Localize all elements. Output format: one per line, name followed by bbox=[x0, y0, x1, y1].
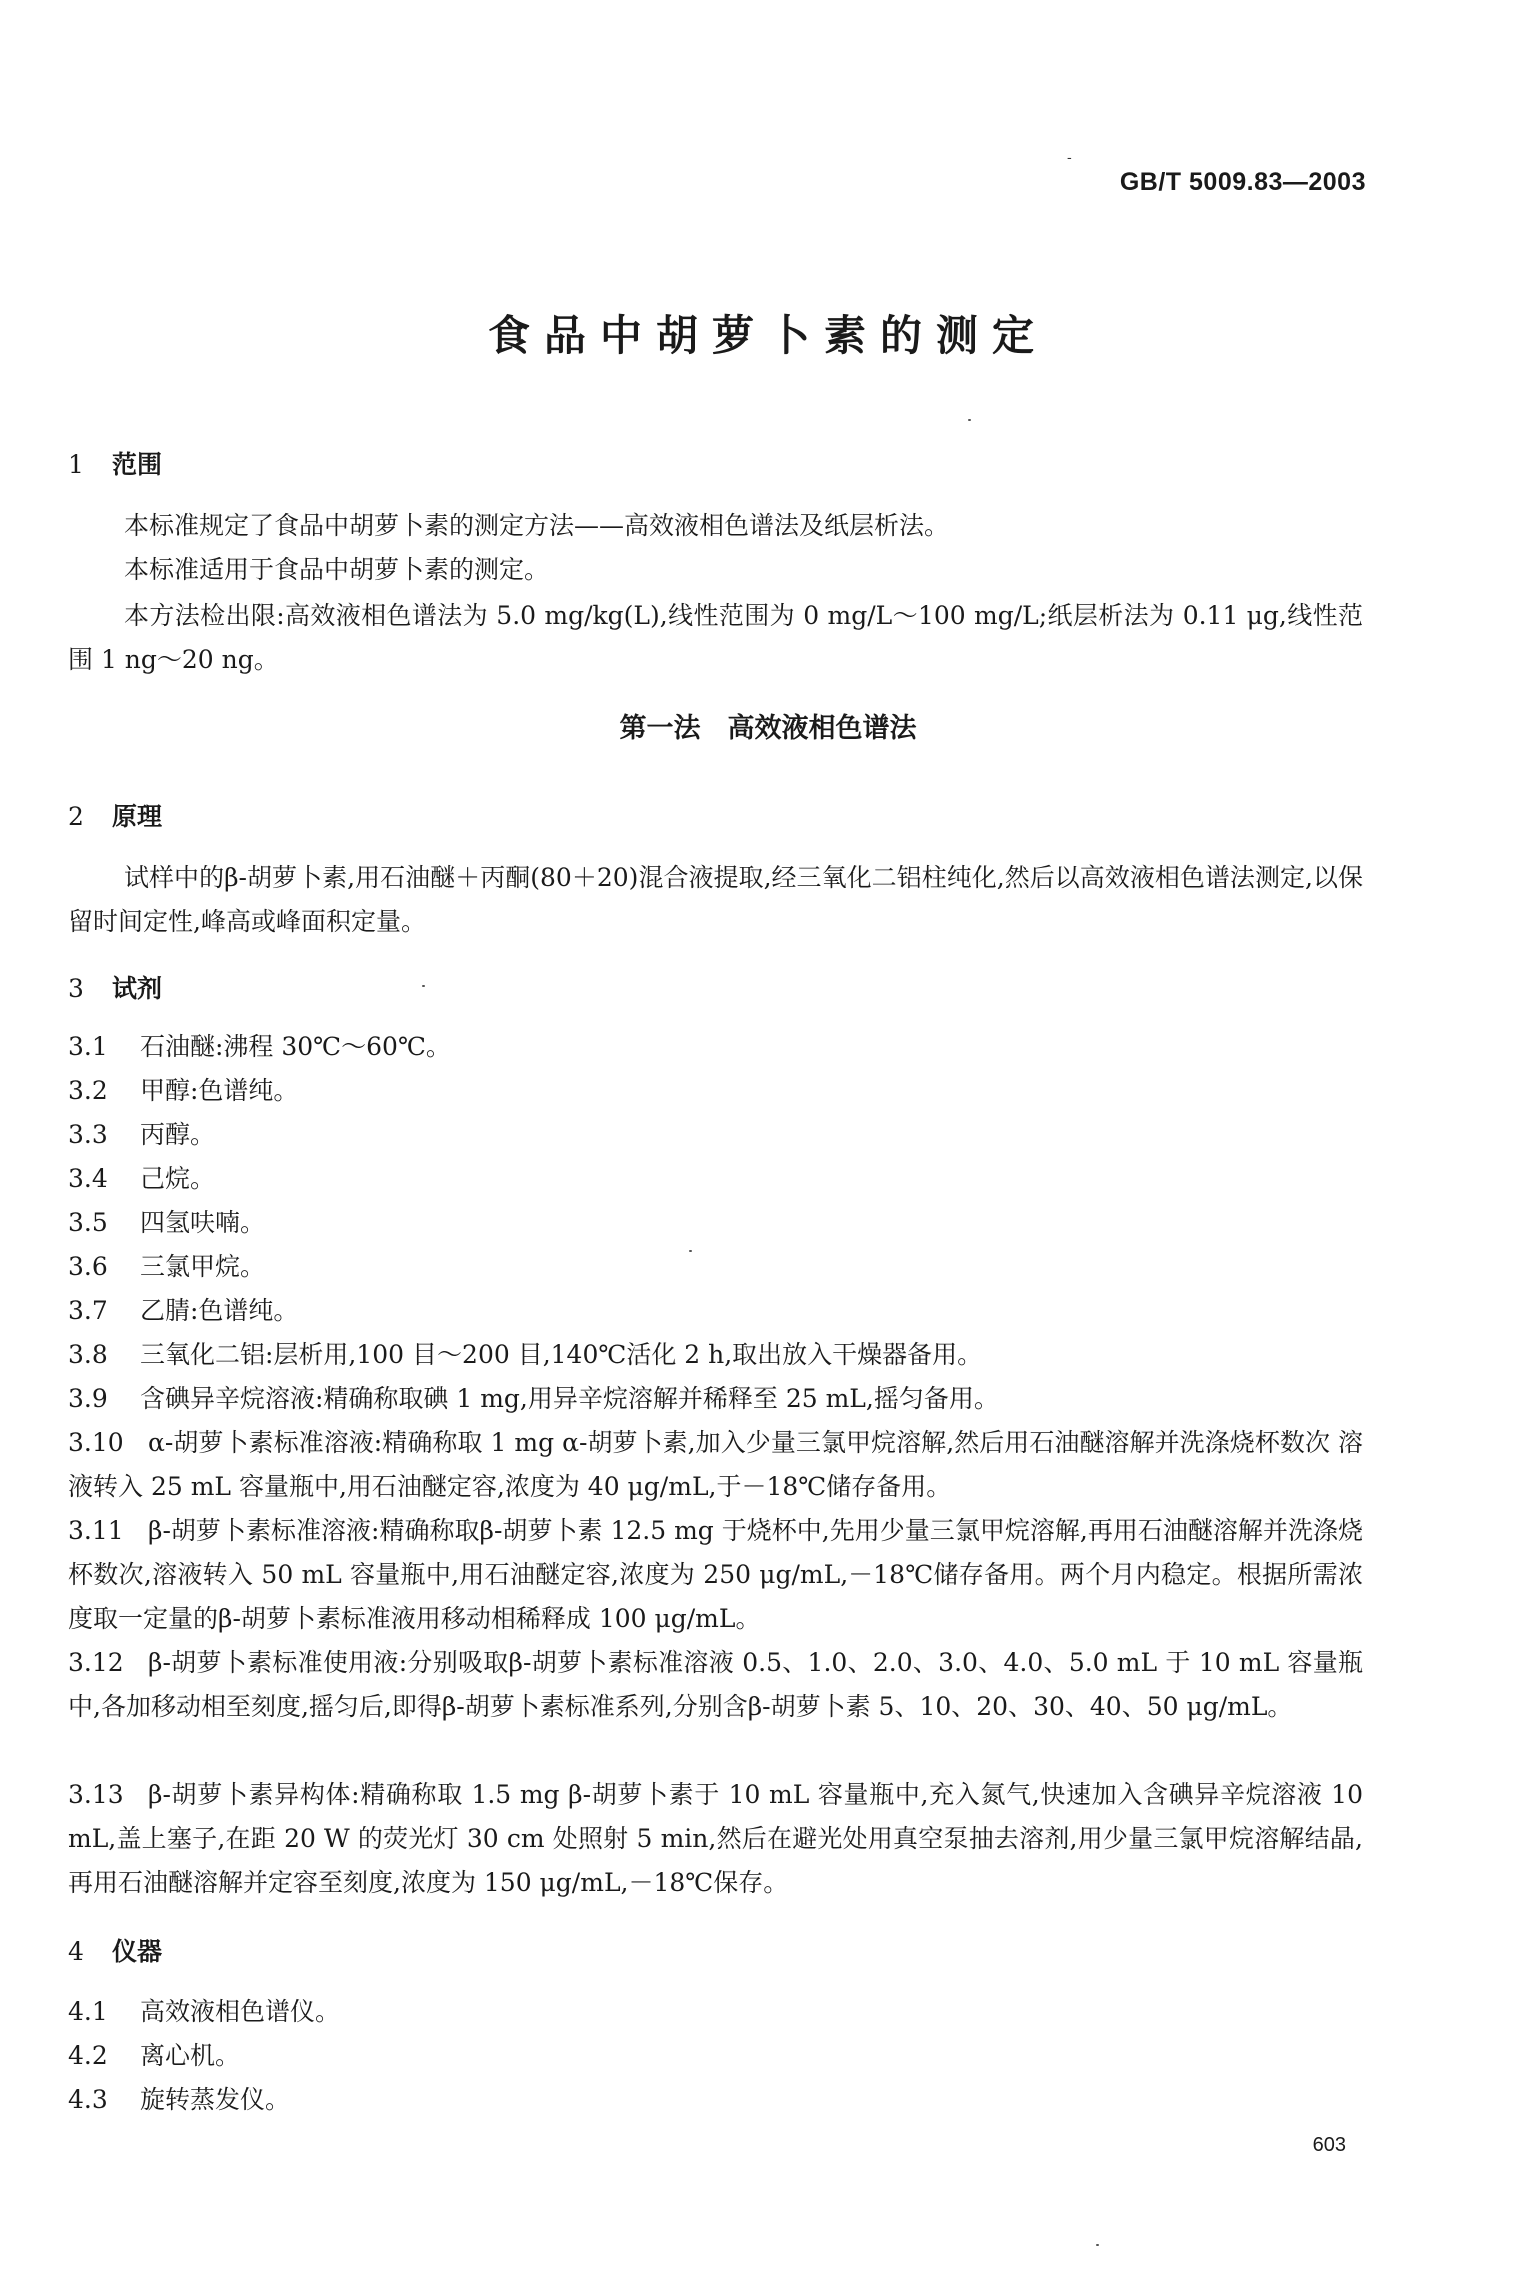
reagent-item bbox=[68, 1069, 1363, 1113]
scan-speck bbox=[1096, 2244, 1099, 2246]
reagent-item bbox=[68, 1157, 1363, 1201]
reagent-item bbox=[68, 1201, 1363, 1245]
reagent-item bbox=[68, 1773, 1363, 1905]
item-number: 3.1 bbox=[68, 1032, 108, 1061]
scan-speck bbox=[422, 985, 425, 987]
scope-paragraph-3: 本方法检出限:高效液相色谱法为 5.0 mg/kg(L),线性范围为 0 mg/L～100 mg/L;纸层析法为 0.11 μg,线性范围 1 ng～20 ng。 bbox=[68, 601, 1363, 674]
scope-paragraph-1: 本标准规定了食品中胡萝卜素的测定方法——高效液相色谱法及纸层析法。 bbox=[124, 511, 950, 540]
scan-speck bbox=[968, 419, 971, 421]
item-number: 3.9 bbox=[68, 1384, 108, 1413]
item-number: 3.4 bbox=[68, 1164, 108, 1193]
item-text: 四氢呋喃。 bbox=[140, 1208, 266, 1237]
section-number: 3 bbox=[68, 974, 84, 1003]
principle-paragraph: 试样中的β-胡萝卜素,用石油醚＋丙酮(80＋20)混合液提取,经三氧化二铝柱纯化,然后以高效液相色谱法测定,以保留时间定性,峰高或峰面积定量。 bbox=[68, 863, 1363, 936]
section-title: 范围 bbox=[112, 450, 163, 479]
item-text: β-胡萝卜素标准溶液:精确称取β-胡萝卜素 12.5 mg 于烧杯中,先用少量三氯甲烷溶解,再用石油醚溶解并洗涤烧杯数次,溶液转入 50 mL 容量瓶中,用石油醚定容,浓度为 250 μg/mL,－18℃储存备用。两个月内稳定。根据所需浓度取一定量的β-胡萝卜素标准液用移动相稀释成 100 μg/mL。 bbox=[68, 1516, 1363, 1633]
method-heading: 第一法 高效液相色谱法 bbox=[619, 713, 917, 744]
item-number: 3.10 bbox=[68, 1428, 124, 1457]
section-heading-principle bbox=[68, 797, 162, 833]
item-number: 3.12 bbox=[68, 1648, 124, 1677]
item-number: 3.3 bbox=[68, 1120, 108, 1149]
item-text: 甲醇:色谱纯。 bbox=[140, 1076, 299, 1105]
item-number: 3.5 bbox=[68, 1208, 108, 1237]
reagent-item bbox=[68, 1245, 1363, 1289]
scan-speck bbox=[689, 1250, 692, 1252]
item-text: 己烷。 bbox=[140, 1164, 216, 1193]
instrument-item bbox=[68, 2034, 1363, 2078]
item-text: 三氧化二铝:层析用,100 目～200 目,140℃活化 2 h,取出放入干燥器备用。 bbox=[140, 1340, 983, 1369]
instrument-item bbox=[68, 1990, 1363, 2034]
reagent-item bbox=[68, 1289, 1363, 1333]
item-number: 4.1 bbox=[68, 1997, 108, 2026]
scope-paragraph-2: 本标准适用于食品中胡萝卜素的测定。 bbox=[124, 555, 550, 584]
reagent-item bbox=[68, 1509, 1363, 1641]
item-text: 高效液相色谱仪。 bbox=[140, 1997, 341, 2026]
section-title: 仪器 bbox=[112, 1937, 163, 1966]
item-text: β-胡萝卜素标准使用液:分别吸取β-胡萝卜素标准溶液 0.5、1.0、2.0、3.0、4.0、5.0 mL 于 10 mL 容量瓶中,各加移动相至刻度,摇匀后,即得β-胡萝卜素标准系列,分别含β-胡萝卜素 5、10、20、30、40、50 μg/mL。 bbox=[68, 1648, 1363, 1721]
item-text: 丙醇。 bbox=[140, 1120, 216, 1149]
item-number: 4.2 bbox=[68, 2041, 108, 2070]
item-text: β-胡萝卜素异构体:精确称取 1.5 mg β-胡萝卜素于 10 mL 容量瓶中,充入氮气,快速加入含碘异辛烷溶液 10 mL,盖上塞子,在距 20 W 的荧光灯 30 cm 处照射 5 min,然后在避光处用真空泵抽去溶剂,用少量三氯甲烷溶解结晶,再用石油醚溶解并定容至刻度,浓度为 150 μg/mL,－18℃保存。 bbox=[68, 1780, 1363, 1897]
section-heading-scope bbox=[68, 445, 162, 481]
section-heading-reagents bbox=[68, 969, 162, 1005]
item-text: 离心机。 bbox=[140, 2041, 241, 2070]
section-title: 试剂 bbox=[112, 974, 163, 1003]
standard-code: GB/T 5009.83—2003 bbox=[1119, 168, 1366, 196]
reagent-item bbox=[68, 1377, 1363, 1421]
section-number: 4 bbox=[68, 1937, 84, 1966]
section-title: 原理 bbox=[112, 802, 163, 831]
reagent-item bbox=[68, 1113, 1363, 1157]
section-number: 1 bbox=[68, 450, 84, 479]
item-number: 3.11 bbox=[68, 1516, 124, 1545]
item-text: 乙腈:色谱纯。 bbox=[140, 1296, 299, 1325]
section-heading-instruments bbox=[68, 1932, 162, 1968]
section-number: 2 bbox=[68, 802, 84, 831]
item-text: 旋转蒸发仪。 bbox=[140, 2085, 291, 2114]
header-mark: - bbox=[1067, 150, 1072, 166]
instrument-item bbox=[68, 2078, 1363, 2122]
reagent-item bbox=[68, 1421, 1363, 1509]
reagent-item bbox=[68, 1333, 1363, 1377]
item-text: 石油醚:沸程 30℃～60℃。 bbox=[140, 1032, 451, 1061]
item-text: 含碘异辛烷溶液:精确称取碘 1 mg,用异辛烷溶解并稀释至 25 mL,摇匀备用。 bbox=[140, 1384, 999, 1413]
item-number: 3.8 bbox=[68, 1340, 108, 1369]
page-number: 603 bbox=[1312, 2134, 1346, 2156]
item-number: 3.13 bbox=[68, 1780, 124, 1809]
document-title: 食品中胡萝卜素的测定 bbox=[487, 311, 1048, 360]
item-number: 3.6 bbox=[68, 1252, 108, 1281]
item-number: 4.3 bbox=[68, 2085, 108, 2114]
item-text: α-胡萝卜素标准溶液:精确称取 1 mg α-胡萝卜素,加入少量三氯甲烷溶解,然后用石油醚溶解并洗涤烧杯数次 溶液转入 25 mL 容量瓶中,用石油醚定容,浓度为 40 μg/mL,于－18℃储存备用。 bbox=[68, 1428, 1363, 1501]
item-text: 三氯甲烷。 bbox=[140, 1252, 266, 1281]
reagent-item bbox=[68, 1025, 1363, 1069]
item-number: 3.7 bbox=[68, 1296, 108, 1325]
reagent-item bbox=[68, 1641, 1363, 1729]
item-number: 3.2 bbox=[68, 1076, 108, 1105]
